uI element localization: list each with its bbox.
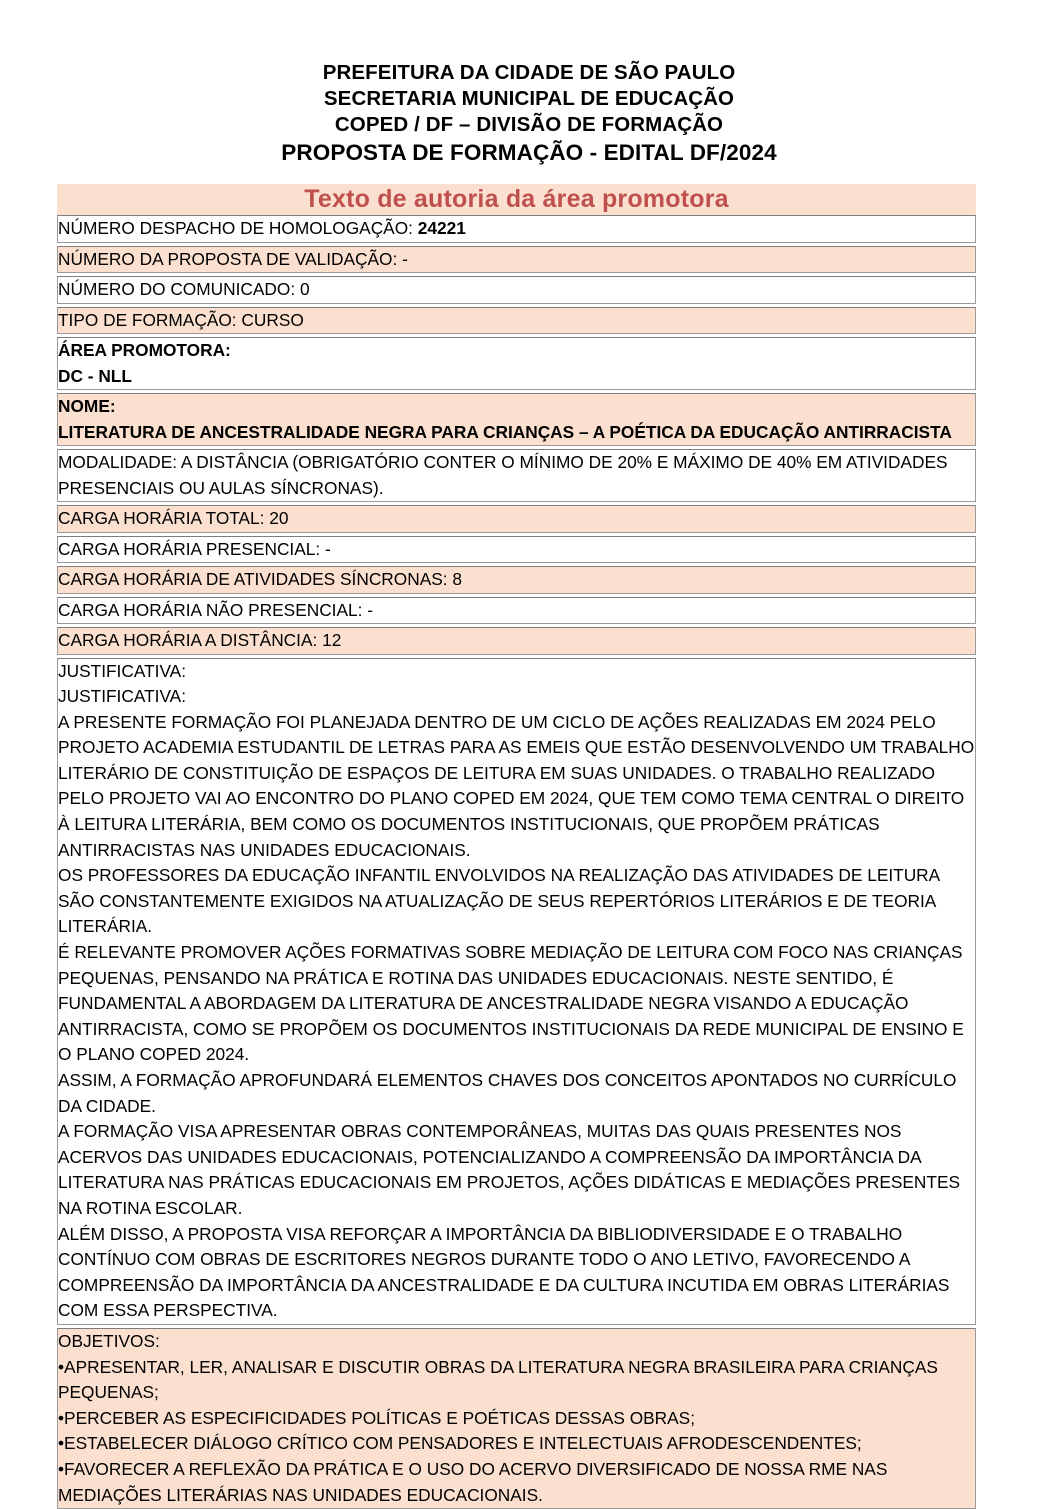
row-despacho bbox=[57, 215, 976, 243]
banner-cell bbox=[57, 184, 976, 215]
row-carga-sincronas bbox=[57, 566, 976, 594]
banner-row bbox=[57, 184, 976, 215]
row-objetivos bbox=[57, 1328, 976, 1509]
row-area-promotora bbox=[57, 337, 976, 390]
field-tipo-formacao: TIPO DE FORMAÇÃO: CURSO bbox=[57, 307, 976, 335]
field-carga-nao-presencial: CARGA HORÁRIA NÃO PRESENCIAL: - bbox=[57, 597, 976, 625]
row-nome bbox=[57, 393, 976, 446]
justificativa-label-1: JUSTIFICATIVA: bbox=[58, 660, 187, 681]
justificativa-paragraph: ALÉM DISSO, A PROPOSTA VISA REFORÇAR A IMPORTÂNCIA DA BIBLIODIVERSIDADE E O TRABALHO CONTÍNUO COM OBRAS DE ESCRITORES NEGROS DURANTE TODO O ANO LETIVO, FAVORECENDO A COMPREENSÃO DA IMPORTÂNCIA DA ANCESTRALIDADE E DA CULTURA INCUTIDA EM OBRAS LITERÁRIAS COM ESSA PERSPECTIVA. bbox=[58, 1223, 950, 1321]
field-despacho-homologacao bbox=[57, 215, 976, 243]
objetivos-item: •APRESENTAR, LER, ANALISAR E DISCUTIR OBRAS DA LITERATURA NEGRA BRASILEIRA PARA CRIANÇAS PEQUENAS; bbox=[58, 1356, 938, 1403]
banner-text: Texto de autoria da área promotora bbox=[304, 185, 729, 213]
heading-line-secretaria: SECRETARIA MUNICIPAL DE EDUCAÇÃO bbox=[323, 87, 735, 110]
row-proposta-validacao bbox=[57, 246, 976, 274]
heading-line-prefeitura: PREFEITURA DA CIDADE DE SÃO PAULO bbox=[322, 61, 736, 84]
objetivos-item: •ESTABELECER DIÁLOGO CRÍTICO COM PENSADORES E INTELECTUAIS AFRODESCENDENTES; bbox=[58, 1433, 862, 1454]
despacho-label: NÚMERO DESPACHO DE HOMOLOGAÇÃO: bbox=[58, 218, 413, 238]
row-carga-distancia bbox=[57, 627, 976, 655]
field-carga-total: CARGA HORÁRIA TOTAL: 20 bbox=[57, 505, 976, 533]
justificativa-paragraph: É RELEVANTE PROMOVER AÇÕES FORMATIVAS SOBRE MEDIAÇÃO DE LEITURA COM FOCO NAS CRIANÇAS PEQUENAS, PENSANDO NA PRÁTICA E ROTINA DAS UNIDADES EDUCACIONAIS. NESTE SENTIDO, É FUNDAMENTAL A ABORDAGEM DA LITERATURA DE ANCESTRALIDADE NEGRA VISANDO A EDUCAÇÃO ANTIRRACISTA, COMO SE PROPÕEM OS DOCUMENTOS INSTITUCIONAIS DA REDE MUNICIPAL DE ENSINO E O PLANO COPED 2024. bbox=[58, 942, 964, 1065]
row-tipo-formacao bbox=[57, 307, 976, 335]
field-proposta-validacao: NÚMERO DA PROPOSTA DE VALIDAÇÃO: - bbox=[57, 246, 976, 274]
nome-value: LITERATURA DE ANCESTRALIDADE NEGRA PARA CRIANÇAS – A POÉTICA DA EDUCAÇÃO ANTIRRACISTA bbox=[58, 421, 952, 442]
field-area-promotora bbox=[57, 337, 976, 390]
heading-line-coped: COPED / DF – DIVISÃO DE FORMAÇÃO bbox=[334, 113, 724, 136]
area-promotora-label: ÁREA PROMOTORA: bbox=[58, 340, 231, 360]
field-carga-sincronas: CARGA HORÁRIA DE ATIVIDADES SÍNCRONAS: 8 bbox=[57, 566, 976, 594]
row-carga-nao-presencial bbox=[57, 597, 976, 625]
row-comunicado bbox=[57, 276, 976, 304]
area-promotora-value: DC - NLL bbox=[58, 365, 132, 386]
field-comunicado: NÚMERO DO COMUNICADO: 0 bbox=[57, 276, 976, 304]
objetivos-item: •FAVORECER A REFLEXÃO DA PRÁTICA E O USO DO ACERVO DIVERSIFICADO DE NOSSA RME NAS MEDIAÇÕES LITERÁRIAS NAS UNIDADES EDUCACIONAIS. bbox=[58, 1458, 888, 1505]
row-modalidade bbox=[57, 449, 976, 502]
field-nome bbox=[57, 393, 976, 446]
objetivos-item: •PERCEBER AS ESPECIFICIDADES POLÍTICAS E POÉTICAS DESSAS OBRAS; bbox=[58, 1407, 695, 1428]
field-modalidade: MODALIDADE: A DISTÂNCIA (OBRIGATÓRIO CONTER O MÍNIMO DE 20% E MÁXIMO DE 40% EM ATIVIDADES PRESENCIAIS OU AULAS SÍNCRONAS). bbox=[57, 449, 976, 502]
row-carga-presencial bbox=[57, 536, 976, 564]
heading-line-proposta: PROPOSTA DE FORMAÇÃO - EDITAL DF/2024 bbox=[281, 140, 777, 165]
field-carga-distancia: CARGA HORÁRIA A DISTÂNCIA: 12 bbox=[57, 627, 976, 655]
row-justificativa bbox=[57, 658, 976, 1325]
field-justificativa bbox=[57, 658, 976, 1325]
justificativa-paragraph: OS PROFESSORES DA EDUCAÇÃO INFANTIL ENVOLVIDOS NA REALIZAÇÃO DAS ATIVIDADES DE LEITURA SÃO CONSTANTEMENTE EXIGIDOS NA ATUALIZAÇÃO DE SEUS REPERTÓRIOS LITERÁRIOS E DE TEORIA LITERÁRIA. bbox=[58, 865, 940, 937]
justificativa-paragraph: A PRESENTE FORMAÇÃO FOI PLANEJADA DENTRO DE UM CICLO DE AÇÕES REALIZADAS EM 2024 PELO PROJETO ACADEMIA ESTUDANTIL DE LETRAS PARA AS EMEIS QUE ESTÃO DESENVOLVENDO UM TRABALHO LITERÁRIO DE CONSTITUIÇÃO DE ESPAÇOS DE LEITURA EM SUAS UNIDADES. O TRABALHO REALIZADO PELO PROJETO VAI AO ENCONTRO DO PLANO COPED EM 2024, QUE TEM COMO TEMA CENTRAL O DIREITO À LEITURA LITERÁRIA, BEM COMO OS DOCUMENTOS INSTITUCIONAIS, QUE PROPÕEM PRÁTICAS ANTIRRACISTAS NAS UNIDADES EDUCACIONAIS. bbox=[58, 711, 975, 860]
justificativa-paragraph: A FORMAÇÃO VISA APRESENTAR OBRAS CONTEMPORÂNEAS, MUITAS DAS QUAIS PRESENTES NOS ACERVOS DAS UNIDADES EDUCACIONAIS, POTENCIALIZANDO A COMPREENSÃO DA IMPORTÂNCIA DA LITERATURA NAS PRÁTICAS EDUCACIONAIS EM PROJETOS, AÇÕES DIDÁTICAS E MEDIAÇÕES PRESENTES NA ROTINA ESCOLAR. bbox=[58, 1121, 961, 1218]
justificativa-label-2: JUSTIFICATIVA: bbox=[58, 686, 187, 707]
document-heading bbox=[0, 0, 1058, 167]
field-carga-presencial: CARGA HORÁRIA PRESENCIAL: - bbox=[57, 536, 976, 564]
field-objetivos bbox=[57, 1328, 976, 1509]
row-carga-total bbox=[57, 505, 976, 533]
justificativa-paragraph: ASSIM, A FORMAÇÃO APROFUNDARÁ ELEMENTOS CHAVES DOS CONCEITOS APONTADOS NO CURRÍCULO DA CIDADE. bbox=[58, 1070, 957, 1116]
nome-label: NOME: bbox=[58, 396, 116, 416]
despacho-value: 24221 bbox=[417, 218, 466, 238]
proposal-form-table bbox=[57, 184, 976, 1509]
objetivos-label: OBJETIVOS: bbox=[58, 1330, 160, 1351]
